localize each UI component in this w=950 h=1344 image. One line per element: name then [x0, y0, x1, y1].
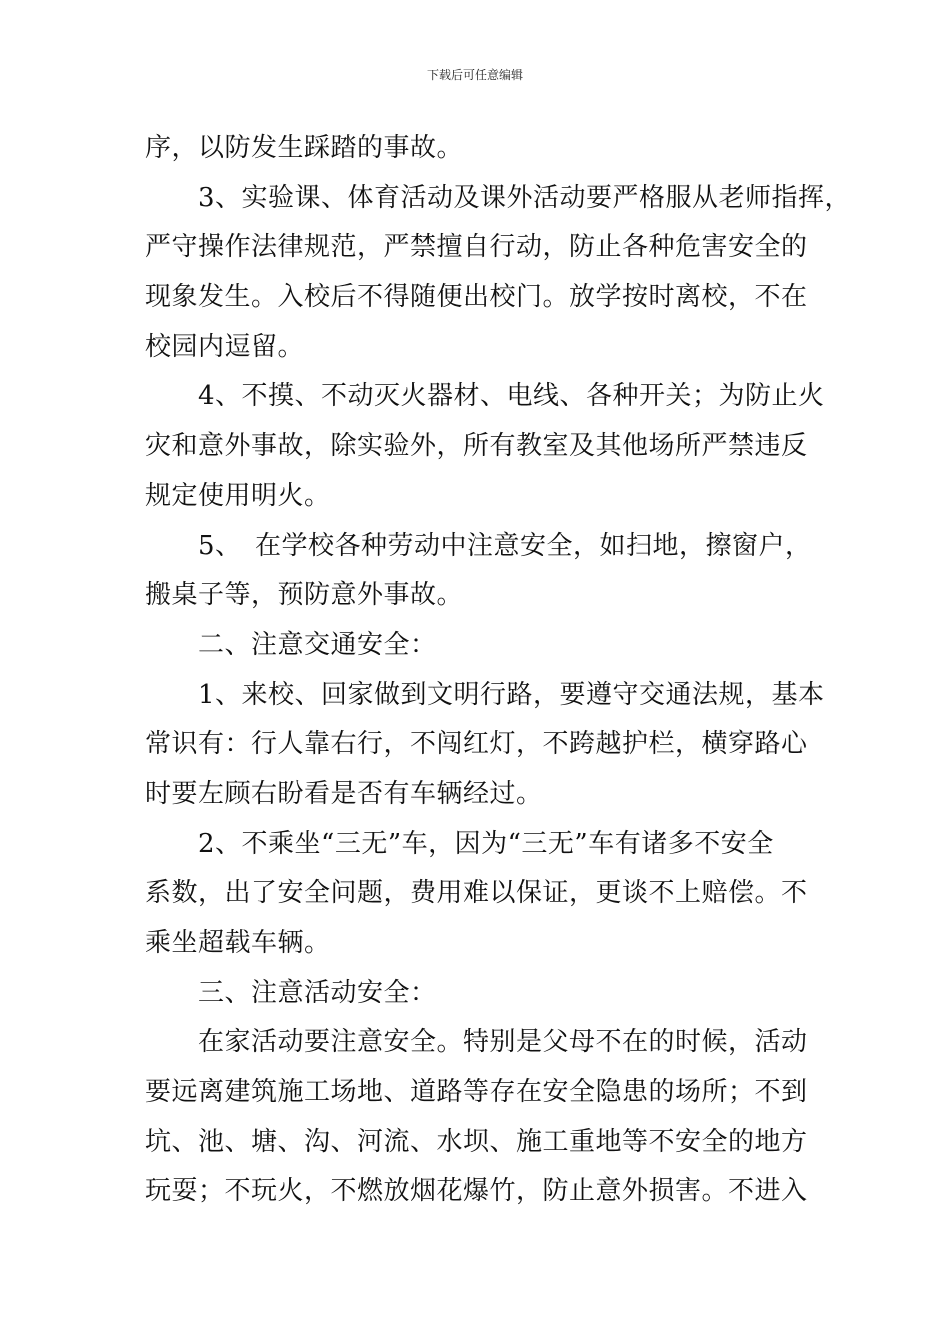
text-line: 三、注意活动安全： — [145, 977, 437, 1008]
text-line: 现象发生。入校后不得随便出校门。放学按时离校，不在 — [145, 282, 808, 313]
text-line: 规定使用明火。 — [145, 480, 331, 511]
text-line: 要远离建筑施工场地、道路等存在安全隐患的场所；不到 — [145, 1077, 808, 1108]
text-line: 灾和意外事故，除实验外，所有教室及其他场所严禁违反 — [145, 431, 808, 462]
text-line: 在家活动要注意安全。特别是父母不在的时候，活动 — [145, 1027, 808, 1058]
page-header: 下载后可任意编辑 — [426, 68, 523, 82]
body-text — [145, 124, 852, 1217]
text-line: 5、 在学校各种劳动中注意安全，如扫地，擦窗户， — [145, 530, 812, 561]
text-line: 玩耍；不玩火，不燃放烟花爆竹，防止意外损害。不进入 — [145, 1176, 808, 1207]
text-line: 搬桌子等，预防意外事故。 — [145, 580, 464, 611]
text-line: 序，以防发生踩踏的事故。 — [145, 133, 464, 163]
text-line: 坑、池、塘、沟、河流、水坝、施工重地等不安全的地方 — [145, 1126, 808, 1157]
text-line: 4、不摸、不动灭火器材、电线、各种开关；为防止火 — [145, 381, 825, 412]
text-line: 2、不乘坐“三无”车，因为“三无”车有诸多不安全 — [145, 828, 774, 859]
text-line: 3、实验课、体育活动及课外活动要严格服从老师指挥， — [145, 182, 852, 213]
text-line: 1、来校、回家做到文明行路，要遵守交通法规，基本 — [145, 679, 825, 710]
text-line: 常识有：行人靠右行，不闯红灯，不跨越护栏，横穿路心 — [145, 729, 808, 760]
text-line: 时要左顾右盼看是否有车辆经过。 — [145, 778, 543, 809]
text-line: 校园内逗留。 — [145, 331, 305, 362]
text-line: 二、注意交通安全： — [145, 629, 437, 660]
text-line: 严守操作法律规范，严禁擅自行动，防止各种危害安全的 — [145, 232, 808, 263]
text-line: 系数，出了安全问题，费用难以保证，更谈不上赔偿。不 — [145, 878, 808, 909]
text-line: 乘坐超载车辆。 — [145, 928, 331, 958]
